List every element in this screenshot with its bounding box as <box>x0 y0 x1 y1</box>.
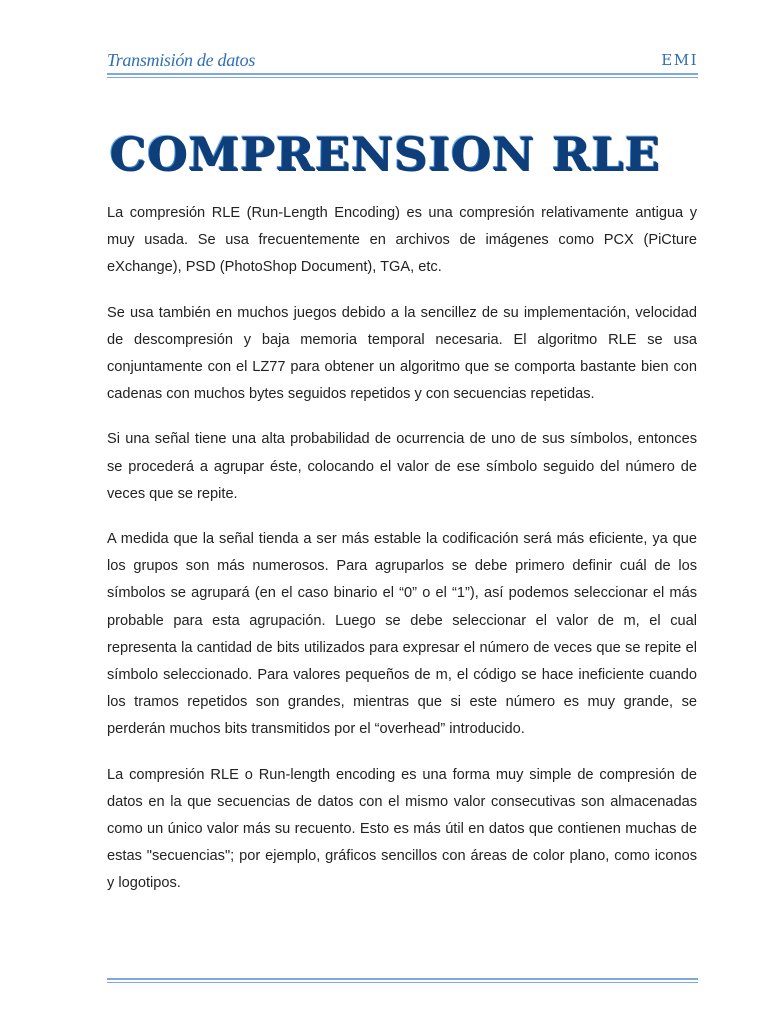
paragraph-2: Se usa también en muchos juegos debido a la sencillez de su implementación, velocidad de descompresión y baja memoria temporal necesaria. El algoritmo RLE se usa conjuntamente con el LZ77 para obtener un algoritmo que se comporta bastante bien con cadenas con muchos bytes seguidos repetidos y con secuencias repetidas. <box>107 304 697 403</box>
body-text <box>107 200 697 916</box>
paragraph-5: La compresión RLE o Run-length encoding es una forma muy simple de compresión de datos en la que secuencias de datos con el mismo valor consecutivas son almacenadas como un único valor más su recuento. Esto es más útil en datos que contienen muchas de estas "secuencias"; por ejemplo, gráficos sencillos con áreas de color plano, como iconos y logotipos. <box>107 766 697 892</box>
paragraph-1: La compresión RLE (Run-Length Encoding) es una compresión relativamente antigua y muy usada. Se usa frecuentemente en archivos de imágenes como PCX (PiCture eXchange), PSD (PhotoShop Document), TGA, etc. <box>107 205 697 276</box>
page-title: COMPRENSION RLE <box>0 126 768 180</box>
paragraph-3: Si una señal tiene una alta probabilidad de ocurrencia de uno de sus símbolos, entonces se procederá a agrupar éste, colocando el valor de ese símbolo seguido del número de veces que se repite. <box>107 431 697 502</box>
footer-rule <box>107 978 698 983</box>
header-document-title: Transmisión de datos <box>107 50 256 70</box>
paragraph-4: A medida que la señal tienda a ser más estable la codificación será más eficiente, ya que los grupos son más numerosos. Para agruparlos se debe primero definir cuál de los símbolos se agrupará (en el caso binario el “0” o el “1”), así podemos seleccionar el más probable para esta agrupación. Luego se debe seleccionar el valor de m, el cual representa la cantidad de bits utilizados para expresar el número de veces que se repite el símbolo seleccionado. Para valores pequeños de m, el código se hace ineficiente cuando los tramos repetidos son grandes, mientras que si este número es muy grande, se perderán muchos bits transmitidos por el “overhead” introducido. <box>107 531 697 738</box>
header-rule <box>107 73 698 78</box>
header-institution: EMI <box>661 51 698 69</box>
